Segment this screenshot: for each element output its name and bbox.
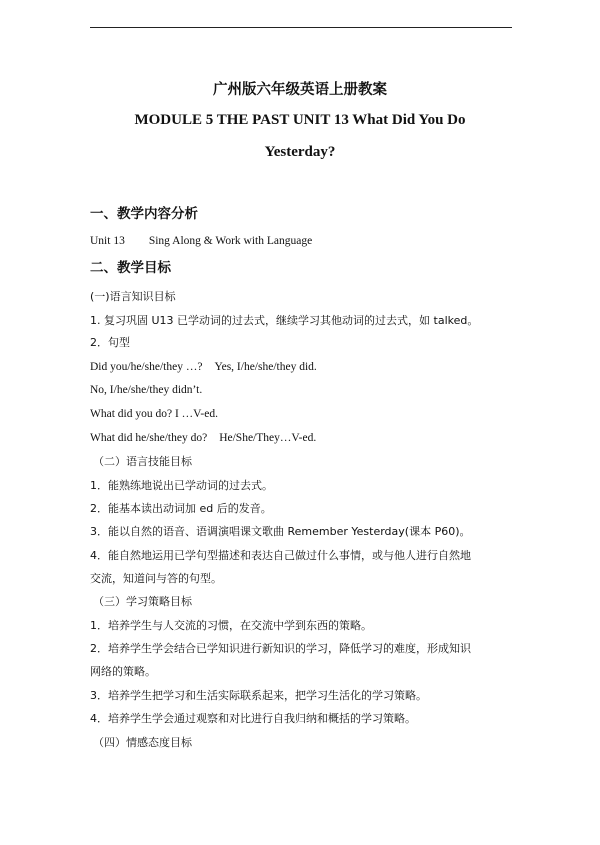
sentence-pattern-4-answer: He/She/They…V-ed. xyxy=(219,432,317,444)
section-heading-content-analysis: 一、教学内容分析 xyxy=(90,206,198,222)
sentence-pattern-1-answer: Yes, I/he/she/they did. xyxy=(214,361,317,373)
subheading-strategy: （三）学习策略目标 xyxy=(93,595,192,608)
strategy-item-1: 1．培养学生与人交流的习惯，在交流中学到东西的策略。 xyxy=(90,619,372,632)
skills-item-4: 4．能自然地运用已学句型描述和表达自己做过什么事情，或与他人进行自然地 xyxy=(90,549,471,562)
sentence-pattern-1-question: Did you/he/she/they …? xyxy=(90,361,203,373)
module-title-continued: Yesterday? xyxy=(264,144,336,160)
subheading-skills: （二）语言技能目标 xyxy=(93,455,192,468)
unit-content: Sing Along & Work with Language xyxy=(148,235,313,247)
skills-item-1: 1．能熟练地说出已学动词的过去式。 xyxy=(90,479,273,492)
strategy-item-4: 4．培养学生学会通过观察和对比进行自我归纳和概括的学习策略。 xyxy=(90,712,416,725)
knowledge-item-2: 2．句型 xyxy=(90,336,130,349)
unit-label: Unit 13 xyxy=(90,235,125,247)
skills-item-4-continued: 交流，知道问与答的句型。 xyxy=(90,572,222,585)
section-heading-objectives: 二、教学目标 xyxy=(90,260,171,276)
subheading-attitude: （四）情感态度目标 xyxy=(93,736,192,749)
strategy-item-3: 3．培养学生把学习和生活实际联系起来，把学习生活化的学习策略。 xyxy=(90,689,427,702)
sentence-pattern-3: What did you do? I …V-ed. xyxy=(90,408,218,420)
sentence-pattern-4 xyxy=(90,430,316,446)
unit-line xyxy=(90,233,312,249)
skills-item-3: 3．能以自然的语音、语调演唱课文歌曲 Remember Yesterday(课本 P60)。 xyxy=(90,525,471,538)
strategy-item-2: 2．培养学生学会结合已学知识进行新知识的学习，降低学习的难度，形成知识 xyxy=(90,642,471,655)
module-title: MODULE 5 THE PAST UNIT 13 What Did You Do xyxy=(134,112,466,128)
skills-item-2: 2．能基本读出动词加 ed 后的发音。 xyxy=(90,502,272,515)
sentence-pattern-4-question: What did he/she/they do? xyxy=(90,432,208,444)
strategy-item-2-continued: 网络的策略。 xyxy=(90,665,156,678)
document-title: 广州版六年级英语上册教案 xyxy=(213,82,387,98)
header-rule xyxy=(90,27,512,28)
knowledge-item-1: 1. 复习巩固 U13 已学动词的过去式，继续学习其他动词的过去式，如 talked。 xyxy=(90,314,479,327)
subheading-knowledge: (一)语言知识目标 xyxy=(90,290,176,303)
sentence-pattern-2: No, I/he/she/they didn’t. xyxy=(90,384,203,396)
sentence-pattern-1 xyxy=(90,359,317,375)
